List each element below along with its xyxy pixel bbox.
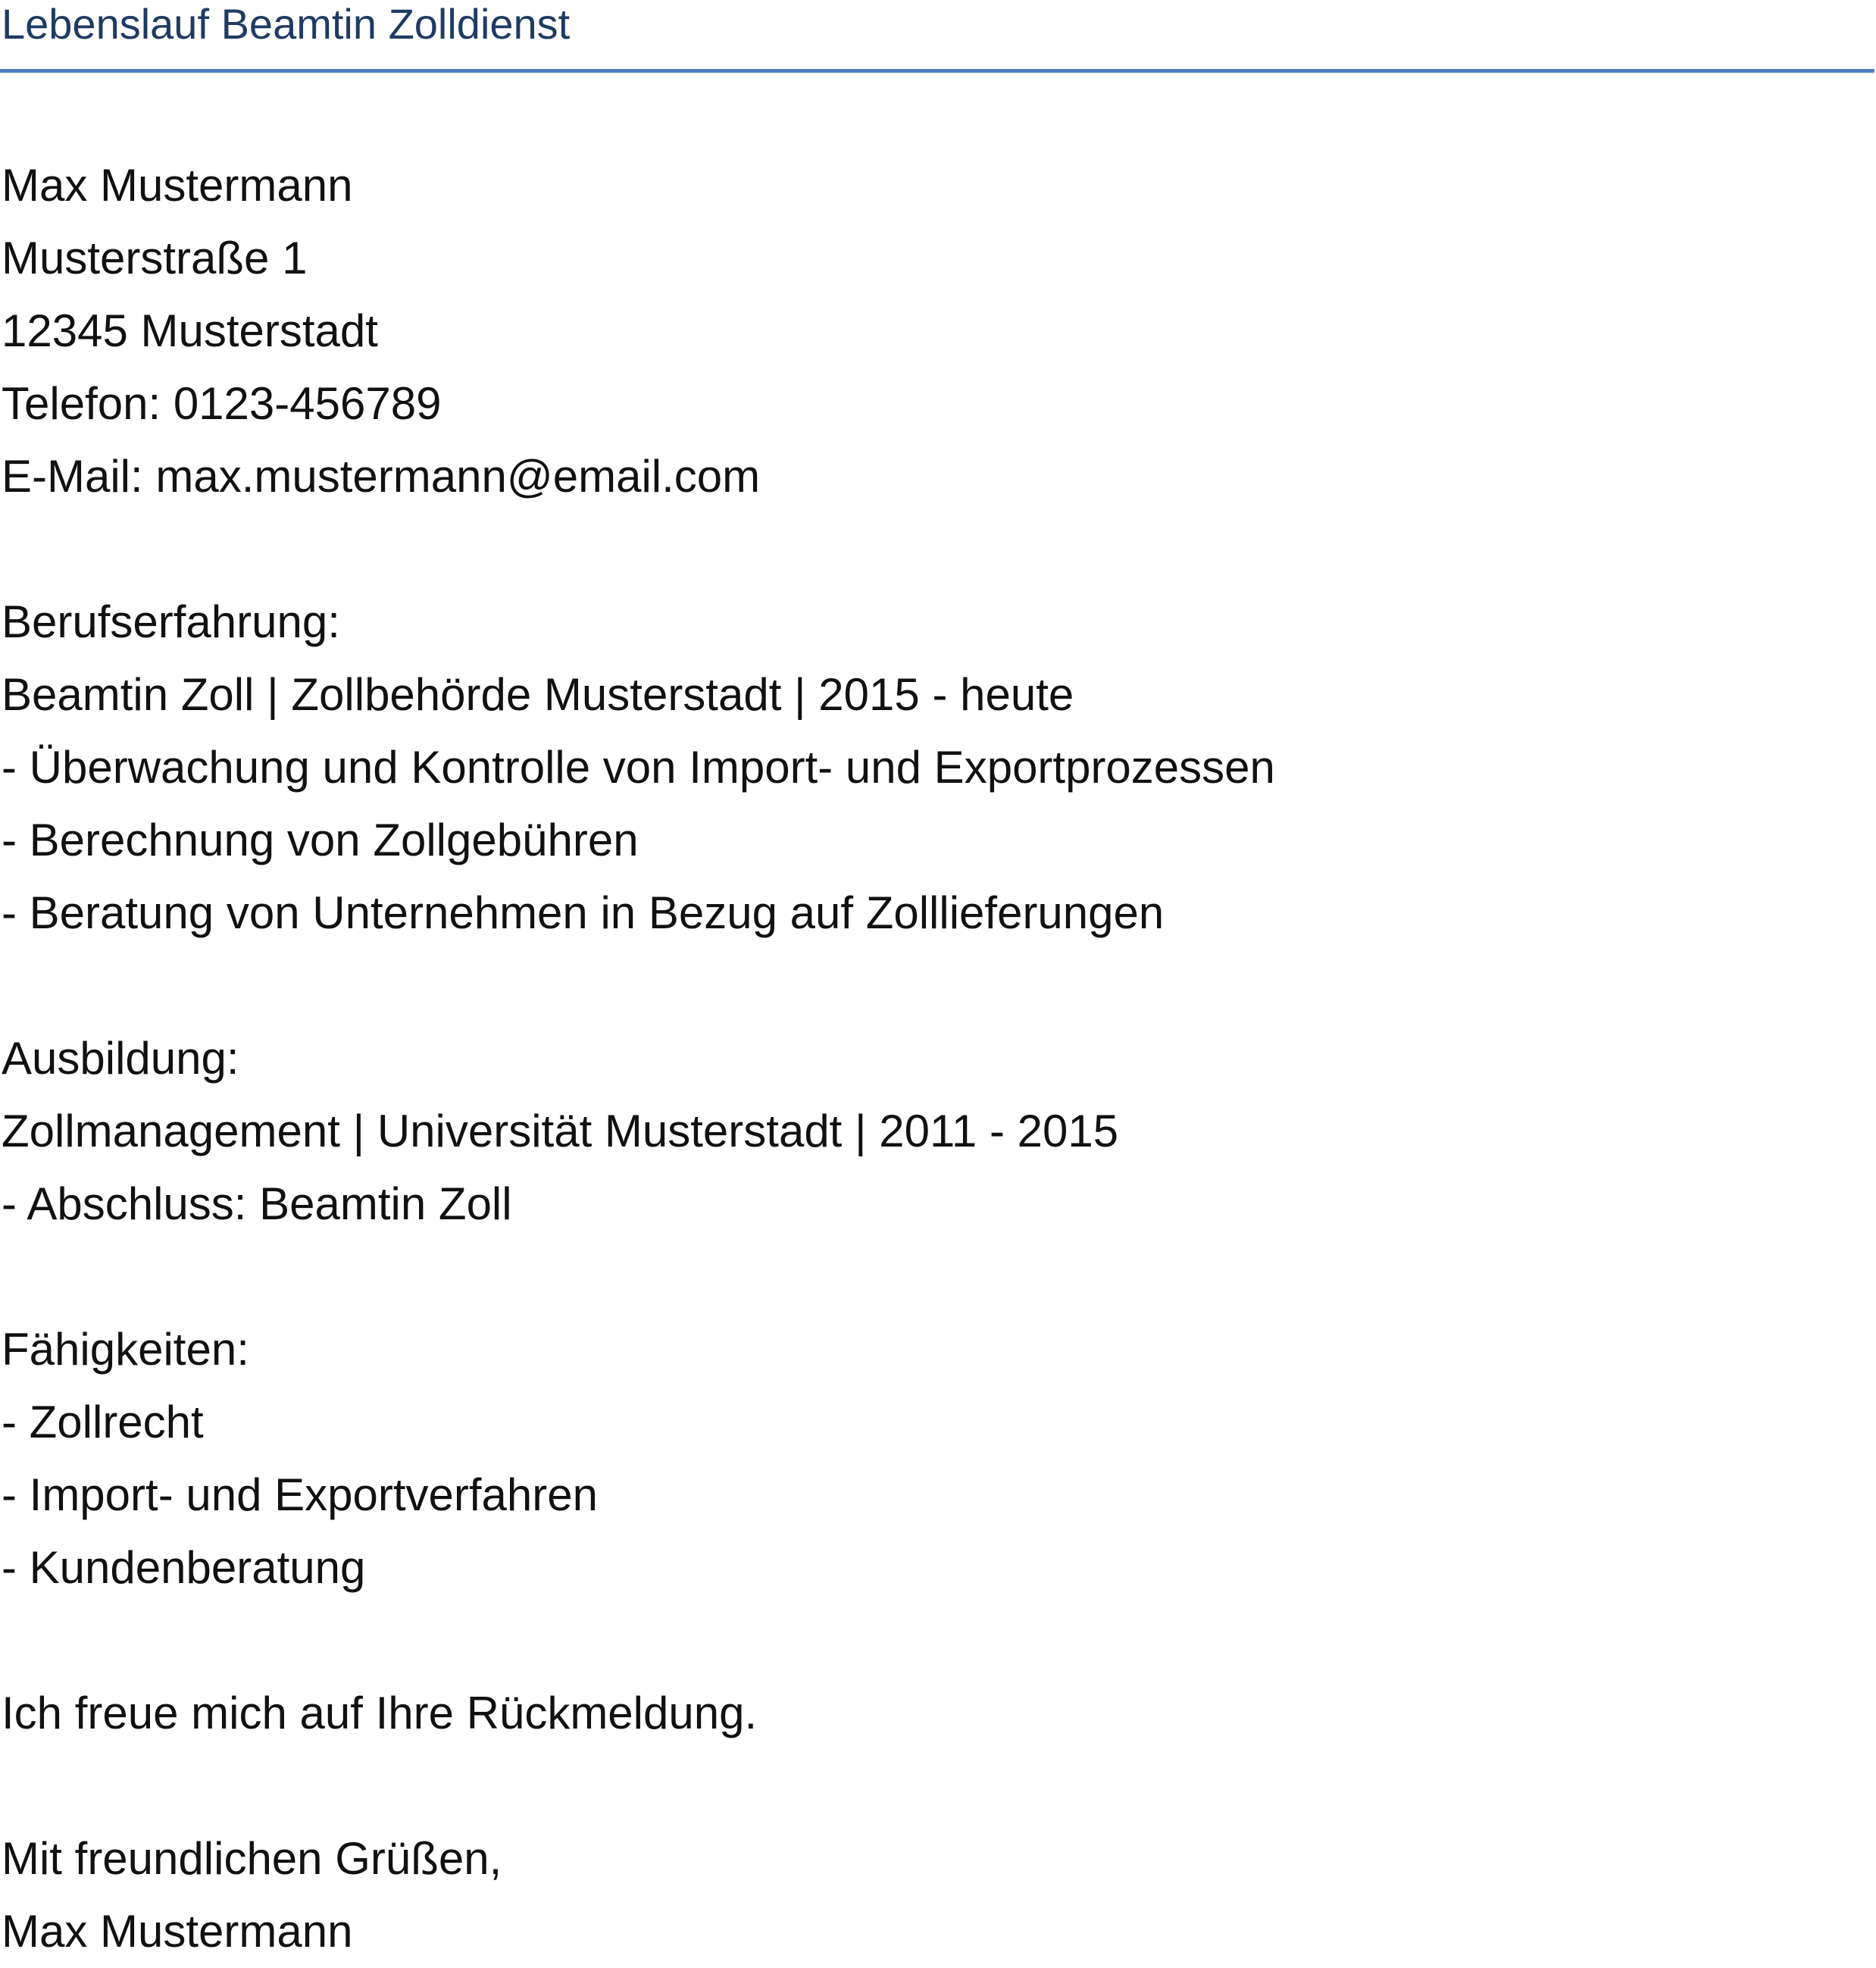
title-underline — [0, 69, 1874, 73]
spacer — [2, 513, 1865, 586]
contact-name: Max Mustermann — [2, 160, 353, 211]
skills-heading: Fähigkeiten: — [2, 1324, 249, 1375]
greeting: Mit freundlichen Grüßen, — [2, 1833, 502, 1884]
experience-bullet: - Überwachung und Kontrolle von Import- und Exportprozessen — [2, 742, 1275, 793]
contact-phone: Telefon: 0123-456789 — [2, 378, 442, 429]
skill-item: - Zollrecht — [2, 1397, 204, 1447]
spacer — [2, 1750, 1865, 1823]
contact-street: Musterstraße 1 — [2, 233, 308, 283]
spacer — [2, 1241, 1865, 1313]
closing-sentence: Ich freue mich auf Ihre Rückmeldung. — [2, 1688, 758, 1738]
education-bullet: - Abschluss: Beamtin Zoll — [2, 1178, 512, 1229]
skill-item: - Import- und Exportverfahren — [2, 1469, 599, 1520]
skill-item: - Kundenberatung — [2, 1542, 366, 1593]
experience-heading: Berufserfahrung: — [2, 596, 340, 647]
spacer — [2, 1604, 1865, 1677]
experience-bullet: - Berechnung von Zollgebühren — [2, 815, 639, 865]
experience-bullet: - Beratung von Unternehmen in Bezug auf Zolllieferungen — [2, 887, 1165, 938]
signature-name: Max Mustermann — [2, 1906, 353, 1957]
spacer — [2, 950, 1865, 1022]
experience-position: Beamtin Zoll | Zollbehörde Musterstadt | 2015 - heute — [2, 669, 1074, 720]
contact-email: E-Mail: max.mustermann@email.com — [2, 451, 761, 502]
document-body — [2, 149, 1865, 1968]
document-title: Lebenslauf Beamtin Zolldienst — [2, 0, 571, 48]
education-program: Zollmanagement | Universität Musterstadt | 2011 - 2015 — [2, 1106, 1119, 1156]
contact-city: 12345 Musterstadt — [2, 305, 378, 356]
education-heading: Ausbildung: — [2, 1033, 239, 1084]
